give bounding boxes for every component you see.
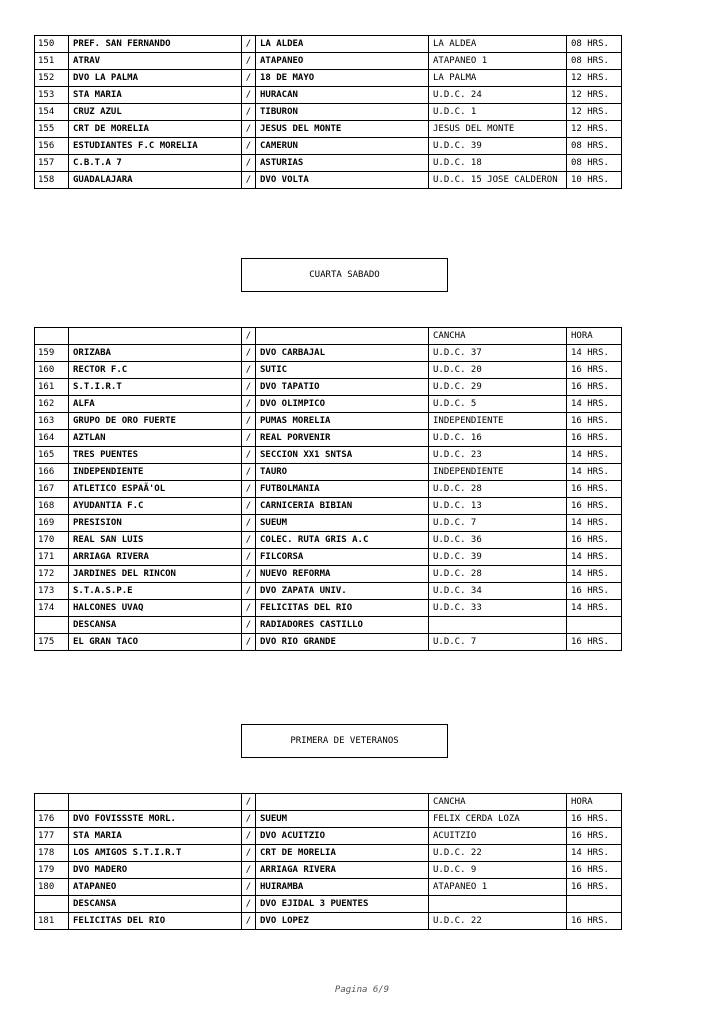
cell-home-team: GUADALAJARA <box>69 172 242 189</box>
cell-match-number: 173 <box>35 583 69 600</box>
cell-home-team: TRES PUENTES <box>69 447 242 464</box>
cell-time: 10 HRS. <box>567 172 622 189</box>
cell-time: 08 HRS. <box>567 138 622 155</box>
cell-field: ATAPANEO 1 <box>429 53 567 70</box>
cell-match-number: 168 <box>35 498 69 515</box>
cell-match-number: 180 <box>35 879 69 896</box>
cell-separator: / <box>242 345 256 362</box>
cell-home-team: REAL SAN LUIS <box>69 532 242 549</box>
cell-away-team: SECCION XX1 SNTSA <box>256 447 429 464</box>
cell-separator: / <box>242 447 256 464</box>
table-row <box>35 896 622 913</box>
cell-time: 12 HRS. <box>567 70 622 87</box>
cell-field: U.D.C. 36 <box>429 532 567 549</box>
cell-home-team: ATLETICO ESPAÃ'OL <box>69 481 242 498</box>
cell-field: ATAPANEO 1 <box>429 879 567 896</box>
table-row <box>35 362 622 379</box>
page-footer: Pagina 6/9 <box>334 985 390 995</box>
cell-field: U.D.C. 34 <box>429 583 567 600</box>
cell-field: U.D.C. 33 <box>429 600 567 617</box>
cell-time: 14 HRS. <box>567 345 622 362</box>
cell-time: 12 HRS. <box>567 121 622 138</box>
cell-separator: / <box>242 617 256 634</box>
table-row <box>35 481 622 498</box>
header-cell-away-team <box>256 794 429 811</box>
cell-field: U.D.C. 20 <box>429 362 567 379</box>
cell-away-team: DVO RIO GRANDE <box>256 634 429 651</box>
cell-separator: / <box>242 430 256 447</box>
table-row <box>35 549 622 566</box>
table-row <box>35 617 622 634</box>
cell-field: U.D.C. 24 <box>429 87 567 104</box>
schedule-table-primera-de-veteranos <box>34 793 622 930</box>
cell-match-number: 155 <box>35 121 69 138</box>
cell-away-team: DVO ZAPATA UNIV. <box>256 583 429 600</box>
cell-separator: / <box>242 70 256 87</box>
cell-separator: / <box>242 481 256 498</box>
header-cell-home-team <box>69 794 242 811</box>
cell-match-number: 165 <box>35 447 69 464</box>
cell-time: 16 HRS. <box>567 430 622 447</box>
cell-field: U.D.C. 22 <box>429 913 567 930</box>
cell-match-number: 171 <box>35 549 69 566</box>
table-row <box>35 430 622 447</box>
cell-field: U.D.C. 7 <box>429 634 567 651</box>
cell-home-team: DVO MADERO <box>69 862 242 879</box>
cell-separator: / <box>242 362 256 379</box>
cell-away-team: CARNICERIA BIBIAN <box>256 498 429 515</box>
table-row <box>35 532 622 549</box>
table-row <box>35 828 622 845</box>
cell-match-number: 159 <box>35 345 69 362</box>
cell-time: 16 HRS. <box>567 811 622 828</box>
cell-separator: / <box>242 464 256 481</box>
cell-match-number: 178 <box>35 845 69 862</box>
cell-away-team: SUEUM <box>256 515 429 532</box>
cell-away-team: LA ALDEA <box>256 36 429 53</box>
cell-away-team: COLEC. RUTA GRIS A.C <box>256 532 429 549</box>
cell-time: 12 HRS. <box>567 104 622 121</box>
cell-match-number: 152 <box>35 70 69 87</box>
cell-field: U.D.C. 28 <box>429 481 567 498</box>
table-row <box>35 138 622 155</box>
table-row <box>35 600 622 617</box>
cell-away-team: FELICITAS DEL RIO <box>256 600 429 617</box>
cell-match-number: 157 <box>35 155 69 172</box>
cell-home-team: DVO LA PALMA <box>69 70 242 87</box>
cell-match-number: 150 <box>35 36 69 53</box>
cell-match-number: 154 <box>35 104 69 121</box>
cell-separator: / <box>242 845 256 862</box>
cell-home-team: AYUDANTIA F.C <box>69 498 242 515</box>
cell-separator: / <box>242 879 256 896</box>
header-cell-separator: / <box>242 794 256 811</box>
cell-away-team: HUIRAMBA <box>256 879 429 896</box>
cell-field: ACUITZIO <box>429 828 567 845</box>
cell-time: 16 HRS. <box>567 862 622 879</box>
cell-home-team: ALFA <box>69 396 242 413</box>
cell-field: INDEPENDIENTE <box>429 413 567 430</box>
cell-match-number: 176 <box>35 811 69 828</box>
cell-match-number: 169 <box>35 515 69 532</box>
cell-home-team: GRUPO DE ORO FUERTE <box>69 413 242 430</box>
cell-home-team: DVO FOVISSSTE MORL. <box>69 811 242 828</box>
cell-separator: / <box>242 828 256 845</box>
header-cell-time: HORA <box>567 328 622 345</box>
cell-separator: / <box>242 549 256 566</box>
cell-field: U.D.C. 23 <box>429 447 567 464</box>
cell-home-team: RECTOR F.C <box>69 362 242 379</box>
table-row <box>35 913 622 930</box>
cell-match-number: 164 <box>35 430 69 447</box>
table-row <box>35 155 622 172</box>
cell-time: 14 HRS. <box>567 549 622 566</box>
cell-field: U.D.C. 28 <box>429 566 567 583</box>
cell-time: 08 HRS. <box>567 36 622 53</box>
cell-match-number: 166 <box>35 464 69 481</box>
cell-match-number: 170 <box>35 532 69 549</box>
cell-field <box>429 617 567 634</box>
cell-separator: / <box>242 104 256 121</box>
cell-field: LA ALDEA <box>429 36 567 53</box>
cell-field: U.D.C. 7 <box>429 515 567 532</box>
header-cell-field: CANCHA <box>429 328 567 345</box>
cell-time: 14 HRS. <box>567 515 622 532</box>
table-header-row <box>35 328 622 345</box>
cell-field: U.D.C. 5 <box>429 396 567 413</box>
cell-home-team: ORIZABA <box>69 345 242 362</box>
cell-away-team: NUEVO REFORMA <box>256 566 429 583</box>
cell-separator: / <box>242 862 256 879</box>
cell-time: 16 HRS. <box>567 379 622 396</box>
cell-away-team: DVO LOPEZ <box>256 913 429 930</box>
cell-home-team: ESTUDIANTES F.C MORELIA <box>69 138 242 155</box>
cell-separator: / <box>242 566 256 583</box>
cell-home-team: ARRIAGA RIVERA <box>69 549 242 566</box>
cell-separator: / <box>242 583 256 600</box>
cell-away-team: REAL PORVENIR <box>256 430 429 447</box>
cell-home-team: EL GRAN TACO <box>69 634 242 651</box>
cell-field <box>429 896 567 913</box>
cell-away-team: CRT DE MORELIA <box>256 845 429 862</box>
cell-away-team: HURACAN <box>256 87 429 104</box>
cell-field: U.D.C. 29 <box>429 379 567 396</box>
cell-home-team: HALCONES UVAQ <box>69 600 242 617</box>
cell-separator: / <box>242 396 256 413</box>
table-header-row <box>35 794 622 811</box>
cell-time: 14 HRS. <box>567 396 622 413</box>
cell-field: U.D.C. 1 <box>429 104 567 121</box>
cell-separator: / <box>242 515 256 532</box>
table-row <box>35 345 622 362</box>
cell-away-team: ARRIAGA RIVERA <box>256 862 429 879</box>
cell-match-number: 156 <box>35 138 69 155</box>
cell-separator: / <box>242 913 256 930</box>
schedule-table-cuarta-sabado <box>34 327 622 651</box>
cell-separator: / <box>242 87 256 104</box>
table-row <box>35 413 622 430</box>
cell-home-team: DESCANSA <box>69 617 242 634</box>
cell-home-team: ATAPANEO <box>69 879 242 896</box>
cell-away-team: CAMERUN <box>256 138 429 155</box>
cell-time: 12 HRS. <box>567 87 622 104</box>
cell-field: U.D.C. 16 <box>429 430 567 447</box>
cell-separator: / <box>242 634 256 651</box>
cell-match-number: 162 <box>35 396 69 413</box>
cell-home-team: C.B.T.A 7 <box>69 155 242 172</box>
cell-away-team: DVO OLIMPICO <box>256 396 429 413</box>
table-row <box>35 515 622 532</box>
cell-match-number <box>35 896 69 913</box>
cell-away-team: DVO ACUITZIO <box>256 828 429 845</box>
cell-field: U.D.C. 18 <box>429 155 567 172</box>
cell-separator: / <box>242 811 256 828</box>
header-cell-separator: / <box>242 328 256 345</box>
cell-home-team: INDEPENDIENTE <box>69 464 242 481</box>
cell-away-team: ASTURIAS <box>256 155 429 172</box>
cell-separator: / <box>242 36 256 53</box>
cell-field: U.D.C. 9 <box>429 862 567 879</box>
cell-home-team: CRUZ AZUL <box>69 104 242 121</box>
cell-time: 08 HRS. <box>567 155 622 172</box>
cell-home-team: LOS AMIGOS S.T.I.R.T <box>69 845 242 862</box>
cell-time: 16 HRS. <box>567 362 622 379</box>
cell-separator: / <box>242 896 256 913</box>
table-row <box>35 396 622 413</box>
cell-match-number: 163 <box>35 413 69 430</box>
cell-field: U.D.C. 13 <box>429 498 567 515</box>
cell-match-number: 151 <box>35 53 69 70</box>
cell-time: 16 HRS. <box>567 532 622 549</box>
cell-separator: / <box>242 53 256 70</box>
table-row <box>35 172 622 189</box>
cell-time: 16 HRS. <box>567 828 622 845</box>
cell-field: LA PALMA <box>429 70 567 87</box>
table-row <box>35 70 622 87</box>
cell-separator: / <box>242 121 256 138</box>
cell-home-team: DESCANSA <box>69 896 242 913</box>
cell-match-number: 181 <box>35 913 69 930</box>
cell-away-team: SUTIC <box>256 362 429 379</box>
cell-home-team: CRT DE MORELIA <box>69 121 242 138</box>
table-row <box>35 879 622 896</box>
cell-separator: / <box>242 532 256 549</box>
table-row <box>35 87 622 104</box>
cell-away-team: RADIADORES CASTILLO <box>256 617 429 634</box>
table-row <box>35 104 622 121</box>
cell-time: 16 HRS. <box>567 879 622 896</box>
cell-match-number: 158 <box>35 172 69 189</box>
cell-away-team: JESUS DEL MONTE <box>256 121 429 138</box>
table-row <box>35 862 622 879</box>
cell-field: JESUS DEL MONTE <box>429 121 567 138</box>
cell-away-team: PUMAS MORELIA <box>256 413 429 430</box>
section-title-primera-de-veteranos: PRIMERA DE VETERANOS <box>241 724 448 758</box>
cell-separator: / <box>242 172 256 189</box>
cell-home-team: PRESISION <box>69 515 242 532</box>
cell-away-team: DVO CARBAJAL <box>256 345 429 362</box>
cell-field: U.D.C. 15 JOSE CALDERON <box>429 172 567 189</box>
cell-away-team: DVO EJIDAL 3 PUENTES <box>256 896 429 913</box>
table-row <box>35 447 622 464</box>
cell-field: U.D.C. 39 <box>429 138 567 155</box>
cell-away-team: DVO TAPATIO <box>256 379 429 396</box>
cell-away-team: 18 DE MAYO <box>256 70 429 87</box>
cell-time: 16 HRS. <box>567 498 622 515</box>
cell-field: INDEPENDIENTE <box>429 464 567 481</box>
cell-time: 14 HRS. <box>567 566 622 583</box>
cell-home-team: STA MARIA <box>69 828 242 845</box>
cell-match-number: 174 <box>35 600 69 617</box>
table-row <box>35 845 622 862</box>
cell-time: 16 HRS. <box>567 481 622 498</box>
cell-away-team: ATAPANEO <box>256 53 429 70</box>
cell-away-team: FILCORSA <box>256 549 429 566</box>
table-row <box>35 583 622 600</box>
cell-separator: / <box>242 379 256 396</box>
cell-match-number: 167 <box>35 481 69 498</box>
cell-time: 14 HRS. <box>567 845 622 862</box>
table-row <box>35 464 622 481</box>
table-row <box>35 811 622 828</box>
cell-time: 16 HRS. <box>567 413 622 430</box>
cell-match-number <box>35 617 69 634</box>
cell-match-number: 175 <box>35 634 69 651</box>
table-row <box>35 566 622 583</box>
cell-home-team: ATRAV <box>69 53 242 70</box>
table-row <box>35 379 622 396</box>
cell-home-team: JARDINES DEL RINCON <box>69 566 242 583</box>
cell-away-team: TIBURON <box>256 104 429 121</box>
table-row <box>35 121 622 138</box>
cell-home-team: PREF. SAN FERNANDO <box>69 36 242 53</box>
header-cell-match-number <box>35 328 69 345</box>
cell-away-team: DVO VOLTA <box>256 172 429 189</box>
cell-time <box>567 896 622 913</box>
cell-field: U.D.C. 22 <box>429 845 567 862</box>
cell-home-team: S.T.A.S.P.E <box>69 583 242 600</box>
cell-match-number: 177 <box>35 828 69 845</box>
cell-home-team: AZTLAN <box>69 430 242 447</box>
cell-home-team: FELICITAS DEL RIO <box>69 913 242 930</box>
section-title-cuarta-sabado: CUARTA SABADO <box>241 258 448 292</box>
cell-time: 14 HRS. <box>567 600 622 617</box>
cell-time <box>567 617 622 634</box>
cell-away-team: FUTBOLMANIA <box>256 481 429 498</box>
header-cell-field: CANCHA <box>429 794 567 811</box>
header-cell-match-number <box>35 794 69 811</box>
table-row <box>35 498 622 515</box>
cell-separator: / <box>242 600 256 617</box>
cell-time: 16 HRS. <box>567 634 622 651</box>
cell-home-team: S.T.I.R.T <box>69 379 242 396</box>
table-row <box>35 36 622 53</box>
header-cell-away-team <box>256 328 429 345</box>
cell-field: U.D.C. 39 <box>429 549 567 566</box>
cell-match-number: 161 <box>35 379 69 396</box>
cell-time: 16 HRS. <box>567 583 622 600</box>
header-cell-home-team <box>69 328 242 345</box>
cell-match-number: 160 <box>35 362 69 379</box>
table-row <box>35 53 622 70</box>
cell-field: U.D.C. 37 <box>429 345 567 362</box>
cell-away-team: TAURO <box>256 464 429 481</box>
schedule-table-section1 <box>34 35 622 189</box>
cell-time: 08 HRS. <box>567 53 622 70</box>
cell-separator: / <box>242 498 256 515</box>
cell-field: FELIX CERDA LOZA <box>429 811 567 828</box>
cell-time: 14 HRS. <box>567 464 622 481</box>
cell-match-number: 179 <box>35 862 69 879</box>
cell-match-number: 172 <box>35 566 69 583</box>
cell-separator: / <box>242 413 256 430</box>
cell-time: 14 HRS. <box>567 447 622 464</box>
cell-home-team: STA MARIA <box>69 87 242 104</box>
cell-time: 16 HRS. <box>567 913 622 930</box>
header-cell-time: HORA <box>567 794 622 811</box>
cell-separator: / <box>242 155 256 172</box>
table-row <box>35 634 622 651</box>
cell-separator: / <box>242 138 256 155</box>
cell-match-number: 153 <box>35 87 69 104</box>
cell-away-team: SUEUM <box>256 811 429 828</box>
